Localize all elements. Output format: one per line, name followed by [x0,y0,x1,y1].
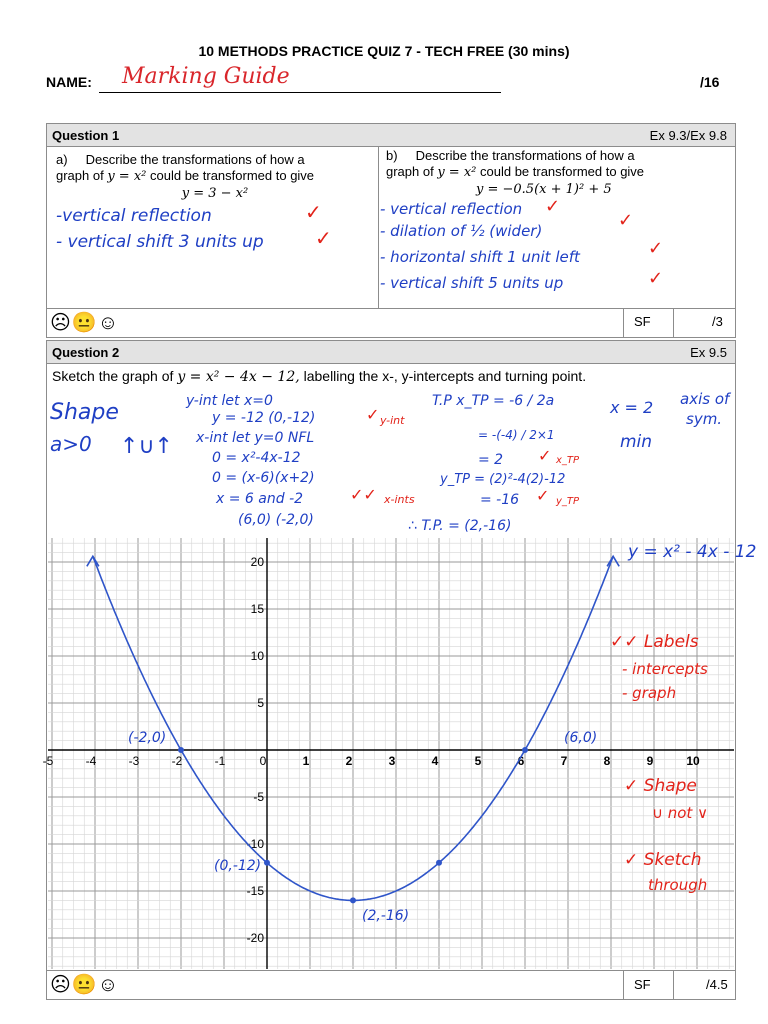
x-tick-label: -2 [171,754,183,768]
note-labels-3: - graph [622,684,677,702]
note-min: min [620,432,653,452]
q1b-prefix: b) [386,148,398,163]
check-mark: ✓ [545,196,561,217]
marked-point [522,747,528,753]
curve-arrowhead [607,556,619,566]
note-tp-3: = 2 [478,452,504,468]
x-tick-label: 10 [686,754,700,768]
q1b-answer-4: - vertical shift 5 units up [380,274,564,292]
y-tick-label: 20 [250,555,264,569]
q1a-math1: y = x² [107,169,147,184]
check-mark: ✓✓ [350,485,377,504]
score-divider [673,308,674,338]
q1b-line2-pre: graph of [386,164,434,179]
x-tick-label: 8 [603,754,611,768]
x-tick-label: 5 [474,754,482,768]
x-tick-label: 6 [517,754,525,768]
note-shape-1: ✓ Shape [624,776,697,796]
note-xint-tag: x-ints [384,493,415,506]
q1b-line2-post: could be transformed to give [480,164,645,179]
note-yint-1: y-int let x=0 [186,393,273,409]
note-axis-2: axis of [680,390,730,408]
sf-label: SF [634,977,651,992]
q1b-answer-2: - dilation of ½ (wider) [380,222,543,240]
q1a-math2: y = 3 − x² [181,186,249,201]
x-tick-label: 9 [646,754,654,768]
name-value: Marking Guide [122,64,290,89]
note-xint-3: 0 = (x-6)(x+2) [212,470,315,486]
q1a-line1: Describe the transformations of how a [85,152,305,167]
y-tick-label: 15 [250,602,264,616]
y-tick-label: 10 [250,649,264,663]
x-tick-label: -3 [128,754,140,768]
y-tick-label: -20 [246,931,264,945]
q1b-answer-3: - horizontal shift 1 unit left [380,248,580,266]
q1a-line2-post: could be transformed to give [150,168,315,183]
note-axis-1: x = 2 [610,398,654,417]
score-divider [673,970,674,1000]
note-tp-6: ∴ T.P. = (2,-16) [408,518,512,534]
rating-faces[interactable]: ☹😐☺ [50,312,120,334]
check-mark: ✓ [648,238,664,259]
note-sketch-1: ✓ Sketch [624,850,702,870]
q1b-math1: y = x² [437,165,477,180]
x-tick-label: 1 [302,754,310,768]
name-underline [99,92,501,93]
question-2-ref: Ex 9.5 [690,345,727,360]
x-tick-label: 3 [388,754,396,768]
q1a-answer-1: -vertical reflection [56,206,212,226]
q1b-text [386,148,726,198]
y-tick-label: -15 [246,884,264,898]
note-labels-1: ✓✓ Labels [610,632,699,652]
note-xint-4: x = 6 and -2 [216,491,304,507]
question-2-score: /4.5 [706,977,728,992]
check-mark: ✓ [618,210,634,231]
question-2-footer [46,970,736,1000]
q2-prompt [52,368,586,385]
q2-prompt-pre: Sketch the graph of [52,368,174,384]
q1a-answer-2: - vertical shift 3 units up [56,232,264,252]
parabola-graph [42,536,736,971]
marked-point [264,860,270,866]
note-a-gt-0: a>0 [50,432,92,456]
note-tp5-tag: y_TP [556,496,580,507]
sf-divider [623,308,624,338]
q2-prompt-math: y = x² − 4x − 12, [177,369,300,385]
label-point-neg2-0: (-2,0) [128,730,167,746]
question-1-ref: Ex 9.3/Ex 9.8 [649,128,727,143]
x-tick-label: 2 [345,754,353,768]
question-1-header [46,123,736,147]
note-shape: Shape [50,400,119,425]
sf-label: SF [634,314,651,329]
note-tp-4: y_TP = (2)²-4(2)-12 [440,472,566,487]
note-yint-tag: y-int [380,414,405,427]
note-tp-5: = -16 [480,492,520,508]
note-tp-2: = -(-4) / 2×1 [478,428,555,442]
note-xint-1: x-int let y=0 NFL [196,430,315,446]
note-sketch-2: through [648,876,708,894]
x-tick-label: 4 [431,754,439,768]
name-label: NAME: [46,74,92,90]
check-mark: ✓ [648,268,664,289]
label-point-0-neg12: (0,-12) [214,858,262,874]
y-tick-label: 5 [257,696,264,710]
x-tick-label: -1 [214,754,226,768]
curve-arrowhead [87,556,99,566]
y-tick-label: -10 [246,837,264,851]
x-tick-label: 0 [259,754,267,768]
quiz-title: 10 METHODS PRACTICE QUIZ 7 - TECH FREE (30 mins) [198,43,570,59]
note-xint-5: (6,0) (-2,0) [238,512,314,528]
marked-point [178,747,184,753]
q1b-math2: y = −0.5(x + 1)² + 5 [476,182,612,197]
check-mark: ✓ [536,486,550,505]
x-tick-label: -4 [85,754,97,768]
rating-faces[interactable]: ☹😐☺ [50,974,120,996]
sf-divider [623,970,624,1000]
x-tick-label: -5 [42,754,54,768]
note-labels-2: - intercepts [622,660,708,678]
q1a-line2-pre: graph of [56,168,104,183]
y-tick-label: -5 [253,790,264,804]
check-mark: ✓ [305,200,322,224]
note-xint-2: 0 = x²-4x-12 [212,450,301,466]
question-1-divider [378,146,379,309]
label-point-6-0: (6,0) [564,730,598,746]
question-2-label: Question 2 [52,345,120,360]
question-1-label: Question 1 [52,128,120,143]
equation-label: y = x² - 4x - 12 [628,542,757,562]
check-mark: ✓ [538,446,552,465]
quiz-total: /16 [700,74,720,90]
label-point-2-neg16: (2,-16) [362,908,410,924]
note-tp3-tag: x_TP [556,455,580,466]
question-1-score: /3 [712,314,723,329]
q1a-text [56,152,374,202]
check-mark: ✓ [366,405,380,424]
q1b-line1: Describe the transformations of how a [415,148,635,163]
marked-point [350,897,356,903]
note-shape-2: ∪ not ∨ [652,804,709,822]
check-mark: ✓ [315,226,332,250]
q2-prompt-post: labelling the x-, y-intercepts and turning point. [303,368,587,384]
q1b-answer-1: - vertical reflection [380,200,523,218]
marked-point [436,860,442,866]
note-tp-1: T.P x_TP = -6 / 2a [432,393,555,409]
q1a-prefix: a) [56,152,68,167]
question-2-header [46,340,736,364]
x-tick-label: 7 [560,754,568,768]
question-1-footer [46,308,736,338]
note-yint-2: y = -12 (0,-12) [212,410,316,426]
note-axis-3: sym. [686,410,723,428]
note-up-shape: ↑∪↑ [120,434,173,459]
